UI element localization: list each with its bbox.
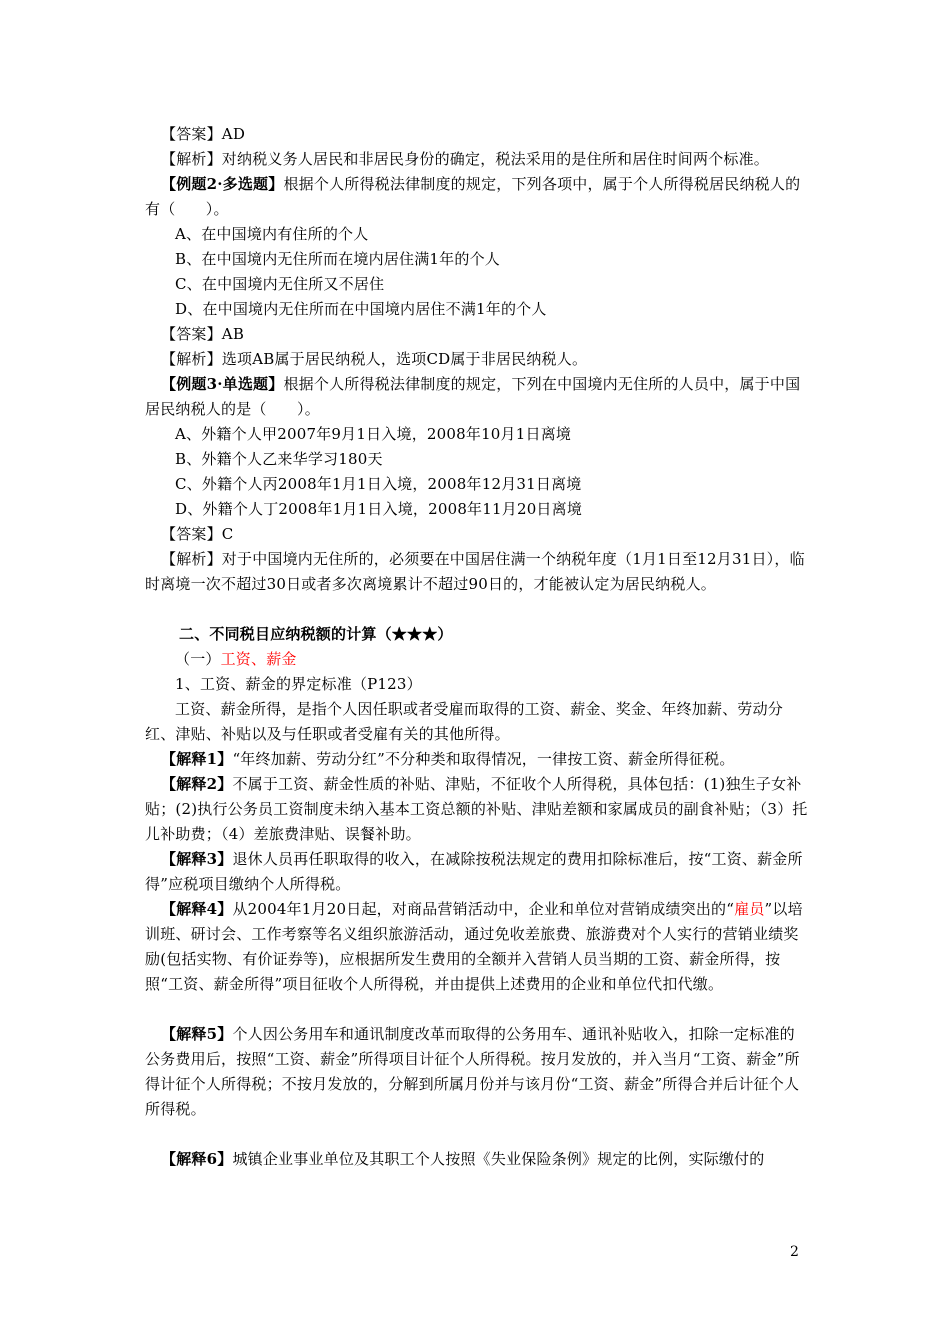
explain-4-label: 【解释4】: [161, 900, 233, 918]
example-2-option-a: A、在中国境内有住所的个人: [175, 225, 369, 243]
item-1-title: 1、工资、薪金的界定标准（P123）: [175, 675, 422, 693]
example-3-question: [145, 372, 810, 422]
spacer: [145, 1122, 810, 1147]
explain-2-text: 不属于工资、薪金性质的补贴、津贴，不征收个人所得税，具体包括：(1)独生子女补贴；(2)执行公务员工资制度未纳入基本工资总额的补贴、津贴差额和家属成员的副食补贴；（3）托儿补助费；（4）差旅费津贴、误餐补助。: [145, 775, 808, 843]
example-3-option-b: B、外籍个人乙来华学习180天: [175, 450, 383, 468]
explain-3-text: 退休人员再任职取得的收入，在减除按税法规定的费用扣除标准后，按“工资、薪金所得”应税项目缴纳个人所得税。: [145, 850, 803, 893]
example-2-analysis: 【解析】选项AB属于居民纳税人，选项CD属于非居民纳税人。: [161, 350, 588, 368]
example-2-question: [145, 172, 810, 222]
spacer: [145, 997, 810, 1022]
explain-4-highlight: 雇员: [734, 900, 765, 918]
explain-6-text: 城镇企业事业单位及其职工个人按照《失业保险条例》规定的比例，实际缴付的: [232, 1150, 765, 1168]
example-2-option-b: B、在中国境内无住所而在境内居住满1年的个人: [175, 250, 500, 268]
explain-3: [145, 847, 810, 897]
explain-5: [145, 1022, 810, 1122]
explain-4-text-before: 从2004年1月20日起，对商品营销活动中，企业和单位对营销成绩突出的“: [232, 900, 735, 918]
example-3-option-c: C、外籍个人丙2008年1月1日入境，2008年12月31日离境: [175, 475, 582, 493]
subsection-heading: [145, 647, 810, 672]
explain-4-text-after: ”以培训班、研讨会、工作考察等名义组织旅游活动，通过免收差旅费、旅游费对个人实行的营销业绩奖励(包括实物、有价证券等)，应根据所发生费用的全额并入营销人员当期的工资、薪金所得，按照“工资、薪金所得”项目征收个人所得税，并由提供上述费用的企业和单位代扣代缴。: [145, 900, 803, 993]
page-number: 2: [790, 1244, 799, 1260]
explain-3-label: 【解释3】: [161, 850, 233, 868]
definition-paragraph: 工资、薪金所得，是指个人因任职或者受雇而取得的工资、薪金、奖金、年终加薪、劳动分红、津贴、补贴以及与任职或者受雇有关的其他所得。: [145, 700, 784, 743]
example-2-option-d: D、在中国境内无住所而在中国境内居住不满1年的个人: [175, 300, 547, 318]
example-2-option-c: C、在中国境内无住所又不居住: [175, 275, 385, 293]
analysis-1: 【解析】对纳税义务人居民和非居民身份的确定，税法采用的是住所和居住时间两个标准。: [161, 150, 770, 168]
example-3-title: 【例题3·单选题】: [161, 375, 284, 393]
explain-6: [145, 1147, 810, 1172]
example-3-analysis: 【解析】对于中国境内无住所的，必须要在中国居住满一个纳税年度（1月1日至12月31日），临时离境一次不超过30日或者多次离境累计不超过90日的，才能被认定为居民纳税人。: [145, 550, 805, 593]
explain-4: [145, 897, 810, 997]
answer-1: 【答案】AD: [161, 125, 246, 143]
explain-5-text: 个人因公务用车和通讯制度改革而取得的公务用车、通讯补贴收入，扣除一定标准的公务费用后，按照“工资、薪金”所得项目计征个人所得税。按月发放的，并入当月“工资、薪金”所得计征个人所得税；不按月发放的，分解到所属月份并与该月份“工资、薪金”所得合并后计征个人所得税。: [145, 1025, 800, 1118]
example-3-option-d: D、外籍个人丁2008年1月1日入境，2008年11月20日离境: [175, 500, 583, 518]
explain-5-label: 【解释5】: [161, 1025, 233, 1043]
subsection-prefix: （一）: [175, 650, 221, 668]
section-heading: 二、不同税目应纳税额的计算（★★★）: [179, 625, 453, 643]
subsection-title: 工资、薪金: [220, 650, 297, 668]
explain-2: [145, 772, 810, 847]
example-2-answer: 【答案】AB: [161, 325, 245, 343]
example-2-title: 【例题2·多选题】: [161, 175, 284, 193]
explain-1: [145, 747, 810, 772]
explain-1-label: 【解释1】: [161, 750, 233, 768]
example-2-stem: 根据个人所得税法律制度的规定，下列各项中，属于个人所得税居民纳税人的有（ ）。: [145, 175, 801, 218]
explain-1-text: “年终加薪、劳动分红”不分种类和取得情况，一律按工资、薪金所得征税。: [232, 750, 735, 768]
explain-2-label: 【解释2】: [161, 775, 233, 793]
example-3-stem: 根据个人所得税法律制度的规定，下列在中国境内无住所的人员中，属于中国居民纳税人的是（ ）。: [145, 375, 801, 418]
example-3-option-a: A、外籍个人甲2007年9月1日入境，2008年10月1日离境: [175, 425, 572, 443]
explain-6-label: 【解释6】: [161, 1150, 233, 1168]
document-body: [145, 122, 810, 1172]
example-3-answer: 【答案】C: [161, 525, 234, 543]
